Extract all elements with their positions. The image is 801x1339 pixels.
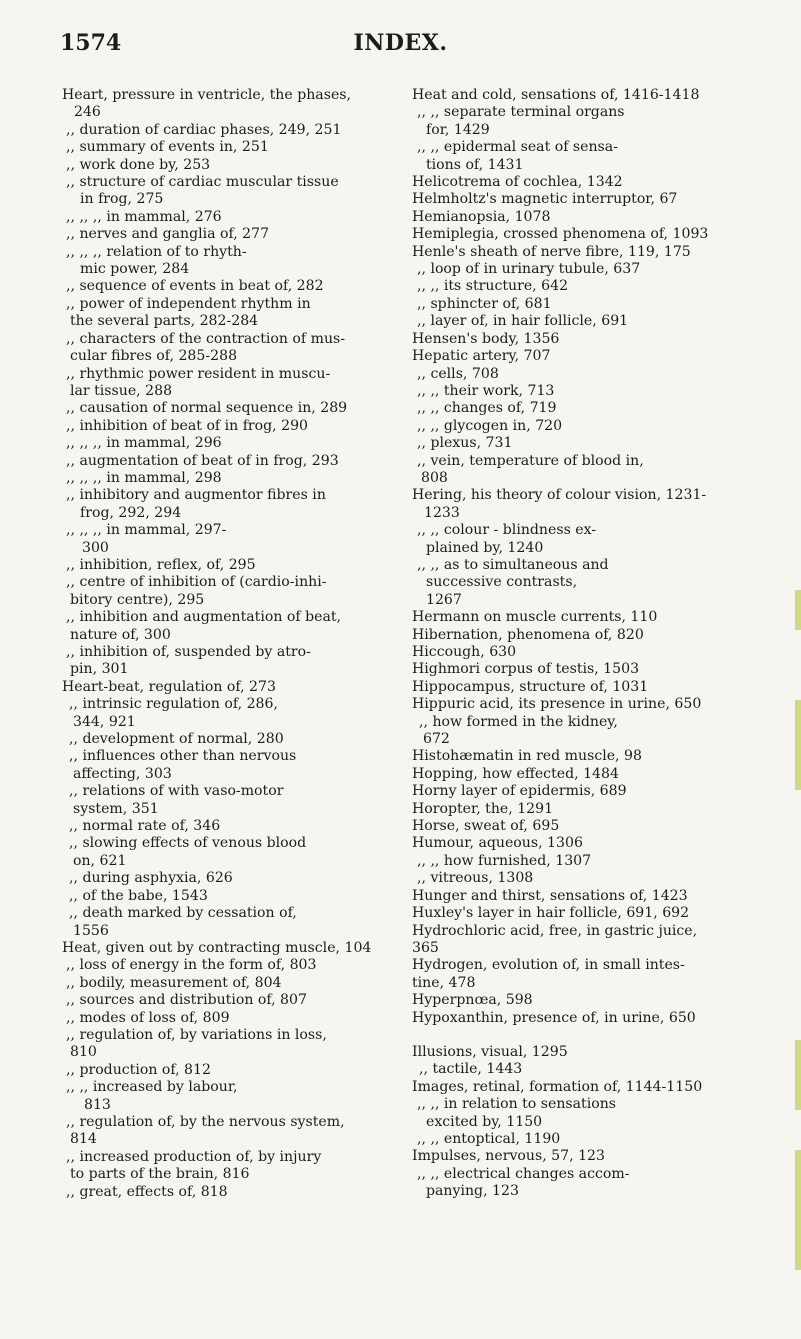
- index-entry-line: 300: [82, 539, 109, 556]
- index-entry: [412, 348, 747, 365]
- index-entry: [412, 296, 747, 313]
- index-entry: [412, 226, 747, 243]
- index-entry-line: the several parts, 282-284: [70, 313, 259, 330]
- index-entry-line: Hemianopsia, 1078: [412, 208, 551, 225]
- index-entry-line: Hopping, how effected, 1484: [412, 765, 619, 782]
- index-entry-line: Images, retinal, formation of, 1144-1150: [412, 1078, 703, 1095]
- index-entry-line: ,, loss of energy in the form of, 803: [66, 957, 317, 974]
- index-entry-line: ,, relations of with vaso-motor: [69, 783, 284, 800]
- index-entry: [412, 992, 747, 1009]
- index-entry-line: to parts of the brain, 816: [70, 1166, 250, 1183]
- index-entry: [412, 1061, 747, 1078]
- index-entry-line: successive contrasts,: [426, 574, 578, 591]
- index-entry-line: ,, development of normal, 280: [69, 731, 284, 748]
- index-entry-line: ,, sequence of events in beat of, 282: [66, 278, 324, 295]
- index-entry-line: ,, ,, ,, in mammal, 298: [66, 469, 222, 486]
- index-entry-line: ,, during asphyxia, 626: [69, 870, 233, 887]
- index-entry: [412, 818, 747, 835]
- index-entry: [62, 157, 397, 174]
- index-entry-line: ,, production of, 812: [66, 1061, 211, 1078]
- index-entry-line: mic power, 284: [80, 261, 190, 278]
- index-entry-line: pin, 301: [70, 661, 129, 678]
- index-entry: [62, 870, 397, 887]
- index-entry: [412, 1096, 747, 1131]
- index-entry-line: ,, augmentation of beat of in frog, 293: [66, 452, 339, 469]
- index-entry-line: Hermann on muscle currents, 110: [412, 609, 658, 626]
- index-entry-line: ,, nerves and ganglia of, 277: [66, 226, 270, 243]
- index-entry-line: Hering, his theory of colour vision, 1231-: [412, 487, 707, 504]
- index-entry: [412, 557, 747, 609]
- index-entry: [412, 487, 747, 522]
- index-entry-line: Helmholtz's magnetic interruptor, 67: [412, 191, 678, 208]
- index-entry: [62, 748, 397, 783]
- index-entry-line: ,, intrinsic regulation of, 286,: [69, 696, 278, 713]
- index-entry: [412, 783, 747, 800]
- index-entry-line: 1233: [424, 504, 460, 521]
- page-edge-mark: [795, 700, 801, 790]
- index-entry-line: for, 1429: [426, 121, 490, 138]
- index-entry-line: nature of, 300: [70, 626, 171, 643]
- index-entry-line: ,, increased production of, by injury: [66, 1148, 322, 1165]
- index-entry: [62, 331, 397, 366]
- index-entry-line: ,, work done by, 253: [66, 156, 211, 173]
- index-entry: [62, 940, 397, 957]
- index-entry: [62, 1184, 397, 1201]
- index-entry-line: lar tissue, 288: [70, 382, 173, 399]
- index-entry: [412, 278, 747, 295]
- page-edge-mark: [795, 1150, 801, 1270]
- index-entry: [412, 1010, 747, 1027]
- index-entry-line: ,, bodily, measurement of, 804: [66, 974, 282, 991]
- index-entry-line: Helicotrema of cochlea, 1342: [412, 174, 623, 191]
- index-entry: [62, 905, 397, 940]
- index-entry-line: plained by, 1240: [426, 539, 544, 556]
- index-entry-line: excited by, 1150: [426, 1113, 543, 1130]
- index-entry: [62, 957, 397, 974]
- index-entry-line: ,, sources and distribution of, 807: [66, 992, 307, 1009]
- index-entry-line: ,, ,, ,, in mammal, 297-: [66, 522, 227, 539]
- index-entry-line: ,, loop of in urinary tubule, 637: [417, 261, 641, 278]
- index-entry-line: Hyperpnœa, 598: [412, 992, 533, 1009]
- index-entry-line: ,, inhibition of, suspended by atro-: [66, 644, 311, 660]
- index-entry-line: Highmori corpus of testis, 1503: [412, 661, 640, 678]
- index-entry: [62, 244, 397, 279]
- index-entry-line: 810: [70, 1044, 97, 1061]
- index-entry-line: 1556: [73, 922, 109, 939]
- index-entry: [412, 748, 747, 765]
- index-entry: [412, 1079, 747, 1096]
- index-entry-line: Histohæmatin in red muscle, 98: [412, 748, 642, 765]
- index-entry-line: ,, ,, separate terminal organs: [417, 104, 625, 121]
- index-entry: [412, 313, 747, 330]
- index-entry-line: Humour, aqueous, 1306: [412, 835, 583, 852]
- index-entry-line: Hepatic artery, 707: [412, 348, 551, 365]
- index-entry-line: ,, layer of, in hair follicle, 691: [417, 313, 629, 330]
- page-title: INDEX.: [353, 30, 448, 56]
- index-entry: [62, 835, 397, 870]
- index-entry: [412, 383, 747, 400]
- index-entry: [412, 1131, 747, 1148]
- index-entry-line: Hensen's body, 1356: [412, 330, 560, 347]
- index-section-gap: [412, 1027, 747, 1044]
- index-entry: [62, 174, 397, 209]
- index-entry: [62, 1010, 397, 1027]
- index-entry-line: ,, inhibition and augmentation of beat,: [66, 609, 341, 626]
- index-column-left: [62, 87, 397, 1201]
- index-entry-line: Heart-beat, regulation of, 273: [62, 678, 276, 695]
- index-entry: [412, 714, 747, 749]
- index-entry: [412, 696, 747, 713]
- index-entry: [62, 453, 397, 470]
- index-entry-line: ,, ,, ,, relation of to rhyth-: [66, 243, 247, 260]
- index-entry-line: 246: [74, 104, 101, 121]
- index-entry-line: 1267: [426, 591, 462, 608]
- index-entry-line: ,, inhibition of beat of in frog, 290: [66, 417, 309, 434]
- index-entry: [62, 278, 397, 295]
- index-entry-line: ,, ,, ,, in mammal, 296: [66, 435, 222, 452]
- index-entry: [412, 191, 747, 208]
- index-entry-line: tine, 478: [412, 974, 476, 991]
- index-entry-line: 672: [423, 731, 450, 748]
- index-entry-line: ,, ,, in relation to sensations: [417, 1096, 617, 1113]
- index-entry-line: Heart, pressure in ventricle, the phases,: [62, 87, 351, 103]
- index-entry: [62, 209, 397, 226]
- index-entry: [412, 853, 747, 870]
- index-entry-line: ,, of the babe, 1543: [69, 887, 208, 904]
- index-entry: [62, 1149, 397, 1184]
- index-entry: [62, 139, 397, 156]
- index-entry-line: ,, how formed in the kidney,: [419, 713, 618, 730]
- index-entry-line: ,, ,, changes of, 719: [417, 400, 557, 417]
- index-entry: [412, 400, 747, 417]
- index-entry-line: 813: [84, 1096, 111, 1113]
- index-entry: [412, 1166, 747, 1201]
- index-entry-line: ,, ,, epidermal seat of sensa-: [417, 139, 618, 156]
- index-entry-line: ,, power of independent rhythm in: [66, 295, 311, 312]
- index-entry-line: ,, cells, 708: [417, 365, 499, 382]
- page-edge-mark: [795, 590, 801, 630]
- index-entry: [412, 104, 747, 139]
- index-entry: [62, 731, 397, 748]
- index-entry-line: ,, death marked by cessation of,: [69, 905, 297, 922]
- index-entry-line: ,, rhythmic power resident in muscu-: [66, 365, 331, 382]
- index-entry: [412, 801, 747, 818]
- index-entry-line: ,, characters of the contraction of mus-: [66, 330, 346, 347]
- index-entry-line: ,, inhibition, reflex, of, 295: [66, 556, 256, 573]
- index-entry-line: Impulses, nervous, 57, 123: [412, 1148, 605, 1165]
- index-entry-line: ,, ,, ,, in mammal, 276: [66, 208, 222, 225]
- index-entry: [412, 905, 747, 922]
- index-entry: [412, 766, 747, 783]
- index-entry-line: Hypoxanthin, presence of, in urine, 650: [412, 1009, 696, 1026]
- index-column-right: [412, 87, 747, 1201]
- index-entry: [62, 226, 397, 243]
- index-entry-line: ,, normal rate of, 346: [69, 818, 221, 835]
- index-entry-line: system, 351: [73, 800, 159, 817]
- index-entry: [62, 366, 397, 401]
- index-entry-line: Heat, given out by contracting muscle, 104: [62, 939, 372, 956]
- index-entry-line: Huxley's layer in hair follicle, 691, 692: [412, 905, 690, 922]
- index-entry-line: ,, plexus, 731: [417, 435, 513, 452]
- index-entry: [412, 644, 747, 661]
- index-entry: [412, 923, 747, 958]
- index-entry-line: bitory centre), 295: [70, 591, 205, 608]
- index-entry: [62, 122, 397, 139]
- index-entry: [412, 209, 747, 226]
- index-entry-line: ,, ,, increased by labour,: [66, 1079, 238, 1096]
- index-entry-line: ,, great, effects of, 818: [66, 1183, 228, 1200]
- index-entry-line: ,, vitreous, 1308: [417, 870, 534, 887]
- index-entry-line: ,, structure of cardiac muscular tissue: [66, 174, 339, 191]
- index-entry: [62, 696, 397, 731]
- index-entry: [62, 470, 397, 487]
- index-entry: [412, 888, 747, 905]
- index-entry-line: ,, modes of loss of, 809: [66, 1009, 230, 1026]
- index-entry-line: Hibernation, phenomena of, 820: [412, 626, 644, 643]
- index-entry: [62, 522, 397, 557]
- index-entry: [62, 557, 397, 574]
- index-entry: [62, 888, 397, 905]
- index-entry-line: ,, sphincter of, 681: [417, 295, 552, 312]
- index-entry: [62, 992, 397, 1009]
- index-entry-line: ,, causation of normal sequence in, 289: [66, 400, 348, 417]
- index-entry: [412, 1148, 747, 1165]
- index-entry-line: ,, slowing effects of venous blood: [69, 835, 307, 852]
- index-entry-line: ,, tactile, 1443: [419, 1061, 523, 1078]
- index-entry: [412, 366, 747, 383]
- index-entry: [412, 957, 747, 992]
- index-entry: [412, 661, 747, 678]
- index-entry: [412, 835, 747, 852]
- index-entry-line: Hydrogen, evolution of, in small intes-: [412, 957, 685, 974]
- index-entry-line: 814: [70, 1131, 97, 1148]
- index-entry: [62, 1062, 397, 1079]
- index-entry-line: frog, 292, 294: [80, 504, 182, 521]
- index-entry: [62, 818, 397, 835]
- index-entry-line: Hiccough, 630: [412, 644, 517, 660]
- index-entry: [62, 679, 397, 696]
- index-entry: [412, 679, 747, 696]
- index-entry-line: 365: [412, 939, 439, 956]
- index-entry: [62, 87, 397, 122]
- index-entry-line: on, 621: [73, 852, 127, 869]
- index-entry: [62, 975, 397, 992]
- index-entry-line: ,, vein, temperature of blood in,: [417, 452, 644, 469]
- index-entry: [412, 174, 747, 191]
- index-entry: [412, 1044, 747, 1061]
- index-entry-line: Hemiplegia, crossed phenomena of, 1093: [412, 226, 709, 243]
- index-entry-line: panying, 123: [426, 1183, 519, 1200]
- index-entry: [62, 1027, 397, 1062]
- page-number: 1574: [60, 30, 122, 56]
- index-entry: [412, 261, 747, 278]
- index-entry: [412, 435, 747, 452]
- index-entry: [412, 418, 747, 435]
- index-entry-line: tions of, 1431: [426, 156, 524, 173]
- index-entry-line: Henle's sheath of nerve fibre, 119, 175: [412, 243, 691, 260]
- index-entry-line: ,, ,, their work, 713: [417, 382, 555, 399]
- index-entry: [62, 400, 397, 417]
- index-entry-line: Horny layer of epidermis, 689: [412, 783, 627, 800]
- index-entry: [412, 609, 747, 626]
- index-entry-line: ,, ,, colour - blindness ex-: [417, 522, 597, 539]
- index-entry-line: in frog, 275: [80, 191, 164, 208]
- index-entry-line: ,, ,, glycogen in, 720: [417, 417, 563, 434]
- index-entry-line: ,, summary of events in, 251: [66, 139, 269, 156]
- index-entry: [412, 87, 747, 104]
- index-entry-line: ,, ,, how furnished, 1307: [417, 852, 592, 869]
- index-entry-line: cular fibres of, 285-288: [70, 348, 238, 365]
- index-entry: [62, 609, 397, 644]
- index-entry: [412, 453, 747, 488]
- index-entry-line: ,, ,, electrical changes accom-: [417, 1165, 630, 1182]
- index-entry-line: ,, ,, entoptical, 1190: [417, 1130, 561, 1147]
- index-entry: [62, 1114, 397, 1149]
- page-header: [0, 30, 801, 60]
- index-entry: [62, 487, 397, 522]
- index-entry-line: 808: [421, 469, 448, 486]
- index-entry-line: ,, ,, its structure, 642: [417, 278, 569, 295]
- index-entry-line: Hippocampus, structure of, 1031: [412, 678, 649, 695]
- index-entry: [412, 331, 747, 348]
- index-entry-line: Horopter, the, 1291: [412, 800, 554, 817]
- index-entry-line: Heat and cold, sensations of, 1416-1418: [412, 87, 700, 103]
- index-entry-line: affecting, 303: [73, 765, 172, 782]
- index-entry: [62, 574, 397, 609]
- index-entry: [62, 296, 397, 331]
- index-entry: [412, 139, 747, 174]
- index-entry-line: Hippuric acid, its presence in urine, 650: [412, 696, 702, 713]
- index-entry: [62, 418, 397, 435]
- index-entry: [412, 244, 747, 261]
- index-entry: [412, 522, 747, 557]
- index-entry-line: ,, centre of inhibition of (cardio-inhi-: [66, 574, 327, 591]
- index-entry-line: ,, ,, as to simultaneous and: [417, 556, 609, 573]
- index-entry: [412, 627, 747, 644]
- index-entry-line: ,, regulation of, by the nervous system,: [66, 1113, 345, 1130]
- index-entry-line: ,, influences other than nervous: [69, 748, 297, 765]
- index-entry-line: Horse, sweat of, 695: [412, 818, 560, 835]
- index-entry-line: ,, duration of cardiac phases, 249, 251: [66, 121, 342, 138]
- page-edge-mark: [795, 1040, 801, 1110]
- index-entry: [62, 783, 397, 818]
- index-entry-line: ,, inhibitory and augmentor fibres in: [66, 487, 326, 504]
- index-entry: [412, 870, 747, 887]
- index-entry-line: ,, regulation of, by variations in loss,: [66, 1026, 327, 1043]
- index-entry-line: 344, 921: [73, 713, 136, 730]
- index-entry-line: Hydrochloric acid, free, in gastric juice,: [412, 922, 698, 939]
- index-entry: [62, 1079, 397, 1114]
- index-entry-line: Illusions, visual, 1295: [412, 1043, 568, 1060]
- index-entry-line: Hunger and thirst, sensations of, 1423: [412, 887, 688, 904]
- index-entry: [62, 644, 397, 679]
- index-entry: [62, 435, 397, 452]
